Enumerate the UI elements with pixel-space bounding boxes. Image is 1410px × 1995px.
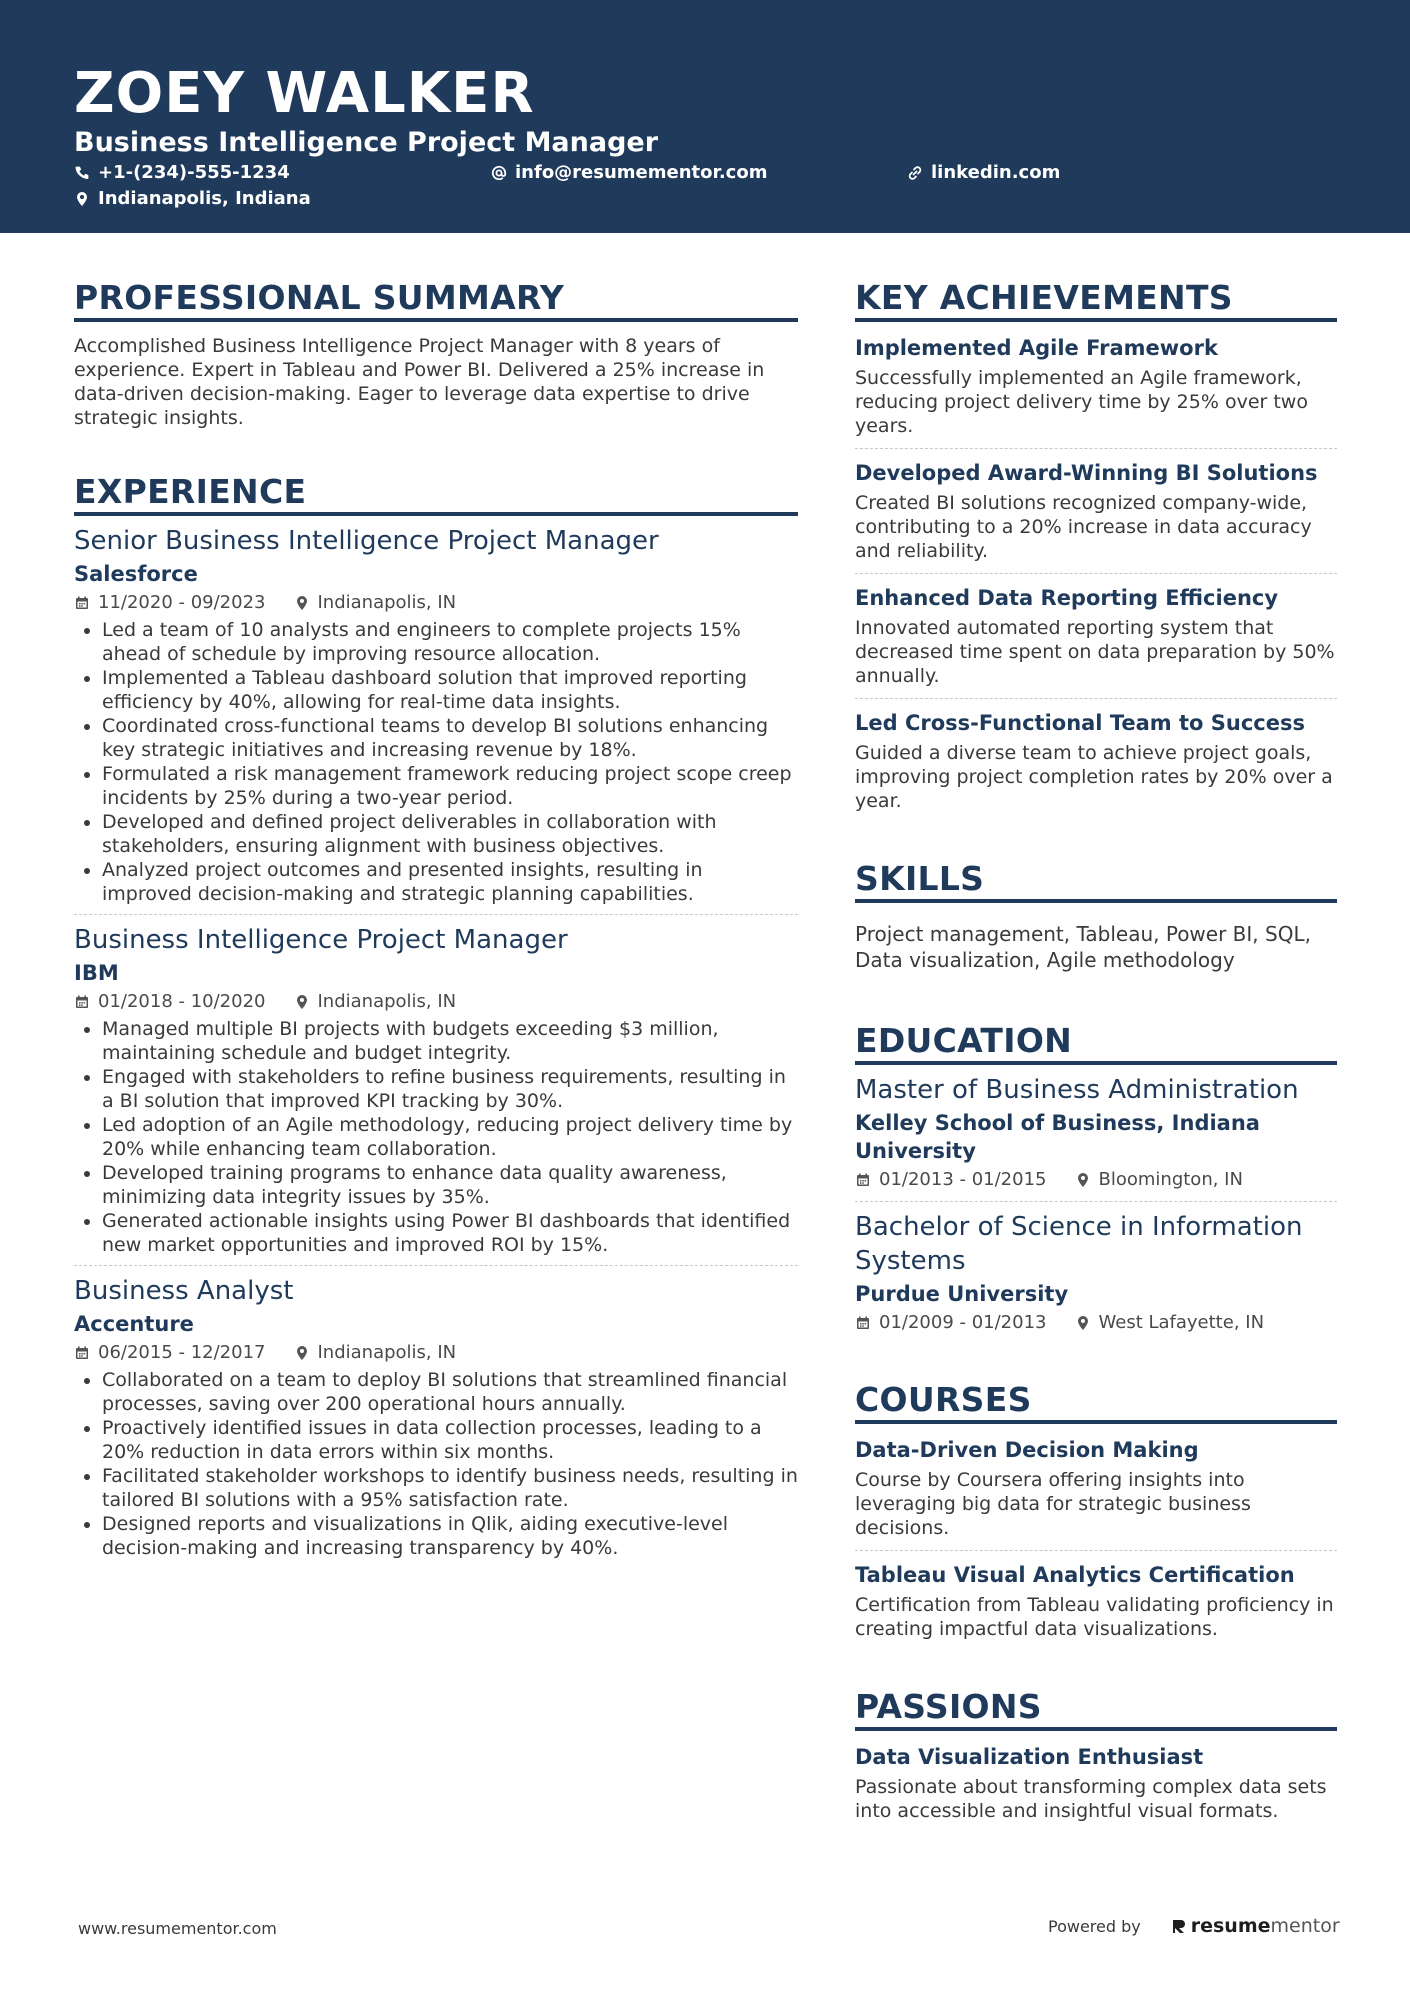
job-dates-text: 11/2020 - 09/2023 [98,592,266,613]
location-pin-icon [294,1345,310,1361]
skills-text: Project management, Tableau, Power BI, SQL, Data visualization, Agile methodology [855,922,1311,972]
job-title: Business Analyst [74,1276,294,1306]
passion-text: Passionate about transforming complex data sets into accessible and insightful visual formats. [855,1776,1327,1822]
education-item [855,1210,1337,1344]
candidate-name: ZOEY WALKER [74,61,535,126]
achievements-section [855,278,1337,823]
job-bullet: • Generated actionable insights using Power BI dashboards that identified new market opportunities and improved ROI by 15%. [102,1209,798,1257]
job-meta [74,1340,798,1366]
phone-text: +1-(234)-555-1234 [98,162,290,183]
courses-list [855,1436,1337,1651]
calendar-icon [74,1345,90,1361]
calendar-icon [855,1172,871,1188]
job-meta [74,989,798,1015]
summary-section [74,278,798,430]
job-company: Accenture [74,1312,194,1336]
education-location [1075,1167,1243,1193]
job-company: Salesforce [74,562,198,586]
course-text: Course by Coursera offering insights into leveraging big data for strategic business decisions. [855,1469,1251,1539]
course-item [855,1561,1337,1651]
education-school: Purdue University [855,1282,1069,1306]
brand-logo[interactable] [1171,1915,1340,1937]
education-dates [855,1310,1047,1336]
job-bullet: • Facilitated stakeholder workshops to identify business needs, resulting in tailored BI solutions with a 95% satisfaction rate. [102,1464,798,1512]
job-title: Senior Business Intelligence Project Manager [74,526,659,556]
brand-bold: resume [1190,1915,1271,1937]
resumementor-logo-icon [1171,1918,1187,1934]
education-degree: Master of Business Administration [855,1075,1299,1105]
achievement-text: Guided a diverse team to achieve project goals, improving project completion rates by 20% over a year. [855,742,1333,812]
education-location [1075,1310,1265,1336]
job-entry [74,1274,798,1568]
education-dates [855,1167,1047,1193]
achievement-item [855,459,1337,574]
passion-item [855,1743,1337,1833]
job-meta [74,590,798,616]
powered-by-label: Powered by [1048,1916,1141,1936]
right-column [855,278,1337,1843]
education-dates-text: 01/2009 - 01/2013 [879,1312,1047,1333]
course-item [855,1436,1337,1551]
education-item [855,1073,1337,1202]
achievement-item [855,334,1337,449]
phone-icon [74,165,90,181]
job-bullet: • Managed multiple BI projects with budgets exceeding $3 million, maintaining schedule and budget integrity. [102,1017,798,1065]
job-dates [74,1340,266,1366]
education-heading: EDUCATION [855,1021,1337,1065]
job-location [294,989,457,1015]
left-column [74,278,798,1576]
job-bullet: • Led adoption of an Agile methodology, reducing project delivery time by 20% while enhancing team collaboration. [102,1113,798,1161]
education-degree: Bachelor of Science in Information Systems [855,1212,1303,1276]
contact-location [74,187,311,211]
passions-section [855,1687,1337,1833]
passions-heading: PASSIONS [855,1687,1337,1731]
education-section [855,1021,1337,1344]
job-bullet: • Developed and defined project deliverables in collaboration with stakeholders, ensuring alignment with business objectives. [102,810,798,858]
courses-section [855,1380,1337,1651]
job-bullet: • Designed reports and visualizations in Qlik, aiding executive-level decision-making and increasing transparency by 40%. [102,1512,798,1560]
job-entry [74,923,798,1266]
skills-section [855,859,1337,973]
courses-heading: COURSES [855,1380,1337,1424]
at-icon [491,165,507,181]
job-bullet: • Collaborated on a team to deploy BI solutions that streamlined financial processes, saving over 200 operational hours annually. [102,1368,798,1416]
candidate-title: Business Intelligence Project Manager [74,127,659,158]
contact-linkedin[interactable] [907,161,1060,185]
education-location-text: Bloomington, IN [1098,1169,1243,1190]
job-bullet: • Engaged with stakeholders to refine business requirements, resulting in a BI solution that improved KPI tracking by 30%. [102,1065,798,1113]
education-meta [855,1167,1337,1193]
summary-heading: PROFESSIONAL SUMMARY [74,278,798,322]
job-dates [74,989,266,1015]
education-location-text: West Lafayette, IN [1098,1312,1265,1333]
job-bullet: • Developed training programs to enhance data quality awareness, minimizing data integrity issues by 35%. [102,1161,798,1209]
brand-light: mentor [1270,1915,1340,1937]
email-text: info@resumementor.com [515,162,768,183]
job-dates-text: 06/2015 - 12/2017 [98,1342,266,1363]
education-meta [855,1310,1337,1336]
achievement-text: Created BI solutions recognized company-wide, contributing to a 20% increase in data accuracy and reliability. [855,492,1312,562]
location-pin-icon [74,191,90,207]
job-bullets [74,1017,798,1257]
location-text: Indianapolis, Indiana [98,188,311,209]
course-title: Tableau Visual Analytics Certification [855,1563,1295,1587]
footer-powered [1048,1915,1340,1937]
education-dates-text: 01/2013 - 01/2015 [879,1169,1047,1190]
achievement-title: Implemented Agile Framework [855,336,1218,360]
resume-header [0,0,1410,233]
job-bullet: • Led a team of 10 analysts and engineers to complete projects 15% ahead of schedule by improving resource allocation. [102,618,798,666]
location-pin-icon [1075,1172,1091,1188]
achievements-heading: KEY ACHIEVEMENTS [855,278,1337,322]
passion-title: Data Visualization Enthusiast [855,1745,1204,1769]
summary-text: Accomplished Business Intelligence Project Manager with 8 years of experience. Expert in Tableau and Power BI. Delivered a 25% increase in data-driven decision-making. Eager to leverage data expertise to drive strategic insights. [74,335,765,429]
experience-section [74,472,798,1568]
achievement-title: Led Cross-Functional Team to Success [855,711,1305,735]
job-location [294,590,457,616]
linkedin-text: linkedin.com [931,162,1061,183]
link-icon [907,165,923,181]
job-bullet: • Formulated a risk management framework reducing project scope creep incidents by 25% during a two-year period. [102,762,798,810]
course-text: Certification from Tableau validating proficiency in creating impactful data visualizations. [855,1594,1334,1640]
experience-list [74,524,798,1568]
calendar-icon [74,595,90,611]
achievement-title: Enhanced Data Reporting Efficiency [855,586,1279,610]
job-location-text: Indianapolis, IN [317,1342,457,1363]
job-location [294,1340,457,1366]
job-location-text: Indianapolis, IN [317,991,457,1012]
contact-email[interactable] [491,161,767,185]
footer-website[interactable]: www.resumementor.com [78,1919,277,1938]
achievement-text: Successfully implemented an Agile framework, reducing project delivery time by 25% over two years. [855,367,1308,437]
job-dates-text: 01/2018 - 10/2020 [98,991,266,1012]
achievement-title: Developed Award-Winning BI Solutions [855,461,1318,485]
job-location-text: Indianapolis, IN [317,592,457,613]
job-entry [74,524,798,915]
education-school: Kelley School of Business, Indiana University [855,1111,1260,1163]
location-pin-icon [294,994,310,1010]
job-bullet: • Proactively identified issues in data collection processes, leading to a 20% reduction in data errors within six months. [102,1416,798,1464]
skills-heading: SKILLS [855,859,1337,903]
achievements-list [855,334,1337,823]
passions-list [855,1743,1337,1833]
job-dates [74,590,266,616]
experience-heading: EXPERIENCE [74,472,798,516]
calendar-icon [855,1315,871,1331]
education-list [855,1073,1337,1344]
achievement-item [855,709,1337,823]
location-pin-icon [1075,1315,1091,1331]
course-title: Data-Driven Decision Making [855,1438,1199,1462]
job-bullet: • Analyzed project outcomes and presented insights, resulting in improved decision-making and strategic planning capabilities. [102,858,798,906]
contact-phone[interactable] [74,161,290,185]
job-company: IBM [74,961,119,985]
job-bullet: • Coordinated cross-functional teams to develop BI solutions enhancing key strategic initiatives and increasing revenue by 18%. [102,714,798,762]
location-pin-icon [294,595,310,611]
calendar-icon [74,994,90,1010]
job-bullets [74,1368,798,1560]
job-bullets [74,618,798,906]
achievement-text: Innovated automated reporting system that decreased time spent on data preparation by 50% annually. [855,617,1335,687]
job-title: Business Intelligence Project Manager [74,925,568,955]
achievement-item [855,584,1337,699]
job-bullet: • Implemented a Tableau dashboard solution that improved reporting efficiency by 40%, allowing for real-time data insights. [102,666,798,714]
